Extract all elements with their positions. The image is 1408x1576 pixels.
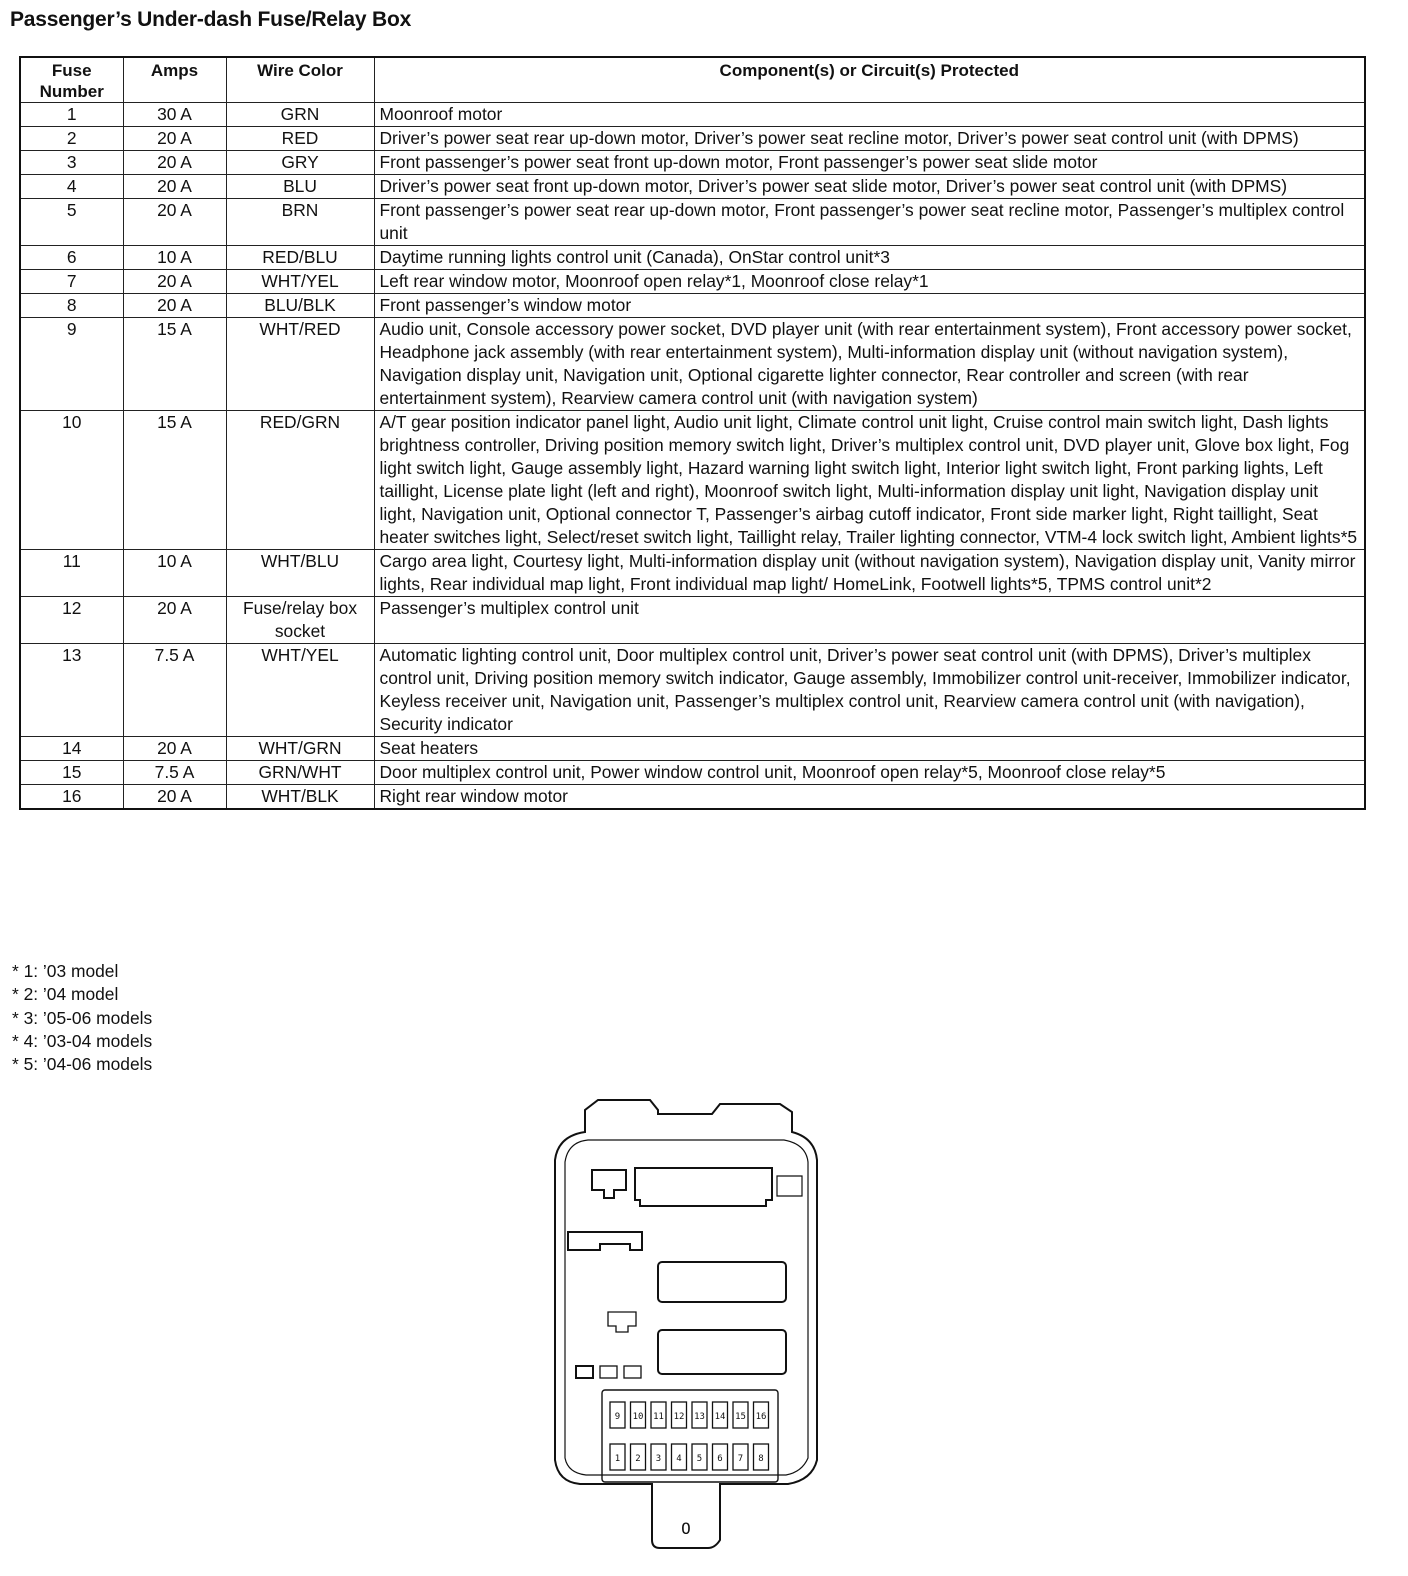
table-row xyxy=(20,151,1365,175)
fuse-slot-label: 9 xyxy=(614,1412,621,1422)
table-row xyxy=(20,175,1365,199)
connector-top-right xyxy=(777,1176,802,1196)
amps-cell: 20 A xyxy=(123,199,226,246)
table-row xyxy=(20,785,1365,810)
fuse-number-cell: 6 xyxy=(20,246,123,270)
fuse-slot-label: 13 xyxy=(694,1412,705,1422)
table-row xyxy=(20,246,1365,270)
components-cell: Audio unit, Console accessory power socket, DVD player unit (with rear entertainment system), Front accessory power socket, Headphone jack assembly (with rear entertainment system), Multi-information display unit (without navigation system), Navigation display unit, Navigation unit, Optional cigarette lighter connector, Rear controller and screen (with rear entertainment system), Rearview camera control unit (with navigation system) xyxy=(374,318,1365,411)
fuse-box-diagram xyxy=(540,1090,840,1565)
fuse-number-cell: 3 xyxy=(20,151,123,175)
wire-color-cell: WHT/YEL xyxy=(226,644,374,737)
table-row xyxy=(20,411,1365,550)
table-row xyxy=(20,318,1365,411)
fuse-box-outline-svg xyxy=(540,1090,840,1560)
amps-cell: 20 A xyxy=(123,737,226,761)
fuse-number-cell: 4 xyxy=(20,175,123,199)
amps-cell: 7.5 A xyxy=(123,761,226,785)
table-row xyxy=(20,103,1365,127)
fuse-slots-top-row xyxy=(610,1402,769,1428)
footnote: * 4: ’03-04 models xyxy=(12,1030,153,1051)
amps-cell: 20 A xyxy=(123,294,226,318)
fuse-slots-bottom-row xyxy=(610,1444,769,1470)
amps-cell: 10 A xyxy=(123,246,226,270)
components-cell: Seat heaters xyxy=(374,737,1365,761)
wire-color-cell: RED/BLU xyxy=(226,246,374,270)
wire-color-cell: WHT/RED xyxy=(226,318,374,411)
wire-color-cell: GRN xyxy=(226,103,374,127)
mount-hole-icon: O xyxy=(681,1519,691,1538)
table-row xyxy=(20,737,1365,761)
components-cell: Front passenger’s window motor xyxy=(374,294,1365,318)
fuse-number-cell: 2 xyxy=(20,127,123,151)
fuse-table xyxy=(19,56,1366,810)
connector-center-small xyxy=(608,1312,636,1332)
components-cell: Automatic lighting control unit, Door multiplex control unit, Driver’s power seat control unit (with DPMS), Driver’s multiplex control unit, Driving position memory switch indicator, Gauge assembly, Immobilizer control unit-receiver, Immobilizer indicator, Keyless receiver unit, Navigation unit, Passenger’s multiplex control unit, Rearview camera control unit (with navigation), Security indicator xyxy=(374,644,1365,737)
amps-cell: 20 A xyxy=(123,127,226,151)
fuse-number-cell: 7 xyxy=(20,270,123,294)
table-row xyxy=(20,270,1365,294)
fuse-slot-label: 4 xyxy=(676,1454,682,1464)
table-header-row xyxy=(20,57,1365,103)
amps-cell: 20 A xyxy=(123,151,226,175)
fuse-slot-label: 2 xyxy=(635,1454,641,1464)
amps-cell: 20 A xyxy=(123,597,226,644)
wire-color-cell: GRY xyxy=(226,151,374,175)
fuse-slot-label: 5 xyxy=(696,1454,703,1464)
table-row xyxy=(20,127,1365,151)
components-cell: Door multiplex control unit, Power window control unit, Moonroof open relay*5, Moonroof close relay*5 xyxy=(374,761,1365,785)
footnote: * 3: ’05-06 models xyxy=(12,1007,153,1028)
amps-cell: 30 A xyxy=(123,103,226,127)
fuse-number-cell: 10 xyxy=(20,411,123,550)
fuse-number-cell: 1 xyxy=(20,103,123,127)
fuse-slot-label: 6 xyxy=(717,1454,723,1464)
fuse-slot-label: 3 xyxy=(655,1454,662,1464)
fuse-slot-label: 15 xyxy=(735,1412,746,1422)
components-cell: Right rear window motor xyxy=(374,785,1365,810)
fuse-slot-label: 11 xyxy=(653,1412,664,1422)
wire-color-cell: WHT/BLU xyxy=(226,550,374,597)
wire-color-cell: RED/GRN xyxy=(226,411,374,550)
connector-center-upper xyxy=(658,1262,786,1302)
wire-color-cell: GRN/WHT xyxy=(226,761,374,785)
fuse-slot-label: 8 xyxy=(758,1454,764,1464)
page-title: Passenger’s Under-dash Fuse/Relay Box xyxy=(10,8,412,31)
wire-color-cell: WHT/GRN xyxy=(226,737,374,761)
components-cell: Passenger’s multiplex control unit xyxy=(374,597,1365,644)
components-cell: Driver’s power seat front up-down motor, Driver’s power seat slide motor, Driver’s power seat control unit (with DPMS) xyxy=(374,175,1365,199)
fuse-number-cell: 14 xyxy=(20,737,123,761)
connector-small-top-left xyxy=(592,1170,626,1198)
wire-color-cell: WHT/YEL xyxy=(226,270,374,294)
fuse-table-body xyxy=(20,103,1365,810)
footnote: * 5: ’04-06 models xyxy=(12,1054,153,1075)
mini-fuse-1 xyxy=(576,1366,593,1378)
components-cell: Left rear window motor, Moonroof open relay*1, Moonroof close relay*1 xyxy=(374,270,1365,294)
components-cell: Cargo area light, Courtesy light, Multi-information display unit (without navigation system), Navigation display unit, Vanity mirror lights, Rear individual map light, Front individual map light/ HomeLink, Footwell lights*5, TPMS control unit*2 xyxy=(374,550,1365,597)
wire-color-cell: Fuse/relay box socket xyxy=(226,597,374,644)
fuse-slot-label: 14 xyxy=(714,1412,726,1422)
wire-color-cell: BLU xyxy=(226,175,374,199)
amps-cell: 20 A xyxy=(123,175,226,199)
components-cell: Moonroof motor xyxy=(374,103,1365,127)
relay-left xyxy=(568,1232,642,1250)
fuse-number-cell: 8 xyxy=(20,294,123,318)
fuse-number-cell: 13 xyxy=(20,644,123,737)
fuse-number-cell: 11 xyxy=(20,550,123,597)
header-fuse-number: Fuse Number xyxy=(20,57,123,103)
mini-fuse-3 xyxy=(624,1366,641,1378)
fuse-number-cell: 12 xyxy=(20,597,123,644)
amps-cell: 15 A xyxy=(123,411,226,550)
fuse-block xyxy=(602,1390,778,1482)
components-cell: Front passenger’s power seat front up-down motor, Front passenger’s power seat slide motor xyxy=(374,151,1365,175)
fuse-number-cell: 5 xyxy=(20,199,123,246)
fuse-number-cell: 9 xyxy=(20,318,123,411)
header-amps: Amps xyxy=(123,57,226,103)
wire-color-cell: RED xyxy=(226,127,374,151)
amps-cell: 15 A xyxy=(123,318,226,411)
amps-cell: 20 A xyxy=(123,785,226,810)
connector-center-lower xyxy=(658,1330,786,1374)
header-wire-color: Wire Color xyxy=(226,57,374,103)
fuse-slot-label: 16 xyxy=(755,1412,767,1422)
footnotes xyxy=(12,960,152,1076)
fuse-slot-label: 12 xyxy=(673,1412,685,1422)
wire-color-cell: BRN xyxy=(226,199,374,246)
amps-cell: 10 A xyxy=(123,550,226,597)
components-cell: A/T gear position indicator panel light, Audio unit light, Climate control unit light, Cruise control main switch light, Dash lights brightness controller, Driving position memory switch light, Driver’s multiplex control unit, DVD player unit, Glove box light, Fog light switch light, Gauge assembly light, Hazard warning light switch light, Interior light switch light, Front parking lights, Left taillight, License plate light (left and right), Moonroof switch light, Multi-information display unit light, Navigation display unit light, Navigation unit, Optional connector T, Passenger’s airbag cutoff indicator, Front side marker light, Right taillight, Seat heater switches light, Select/reset switch light, Taillight relay, Trailer lighting connector, VTM-4 lock switch light, Ambient lights*5 xyxy=(374,411,1365,550)
table-row xyxy=(20,644,1365,737)
fuse-number-cell: 16 xyxy=(20,785,123,810)
fuse-number-cell: 15 xyxy=(20,761,123,785)
fuse-slot-label: 10 xyxy=(632,1412,644,1422)
amps-cell: 7.5 A xyxy=(123,644,226,737)
footnote: * 1: ’03 model xyxy=(12,961,119,981)
table-row xyxy=(20,199,1365,246)
table-row xyxy=(20,550,1365,597)
components-cell: Front passenger’s power seat rear up-down motor, Front passenger’s power seat recline motor, Passenger’s multiplex control unit xyxy=(374,199,1365,246)
table-row xyxy=(20,597,1365,644)
wire-color-cell: WHT/BLK xyxy=(226,785,374,810)
mini-fuse-2 xyxy=(600,1366,617,1378)
fuse-slot-label: 1 xyxy=(614,1454,621,1464)
amps-cell: 20 A xyxy=(123,270,226,294)
components-cell: Daytime running lights control unit (Canada), OnStar control unit*3 xyxy=(374,246,1365,270)
header-components: Component(s) or Circuit(s) Protected xyxy=(374,57,1365,103)
footnote: * 2: ’04 model xyxy=(12,984,119,1005)
table-row xyxy=(20,294,1365,318)
connector-top-center xyxy=(635,1168,772,1206)
components-cell: Driver’s power seat rear up-down motor, Driver’s power seat recline motor, Driver’s power seat control unit (with DPMS) xyxy=(374,127,1365,151)
wire-color-cell: BLU/BLK xyxy=(226,294,374,318)
fuse-slot-label: 7 xyxy=(737,1454,744,1464)
table-row xyxy=(20,761,1365,785)
